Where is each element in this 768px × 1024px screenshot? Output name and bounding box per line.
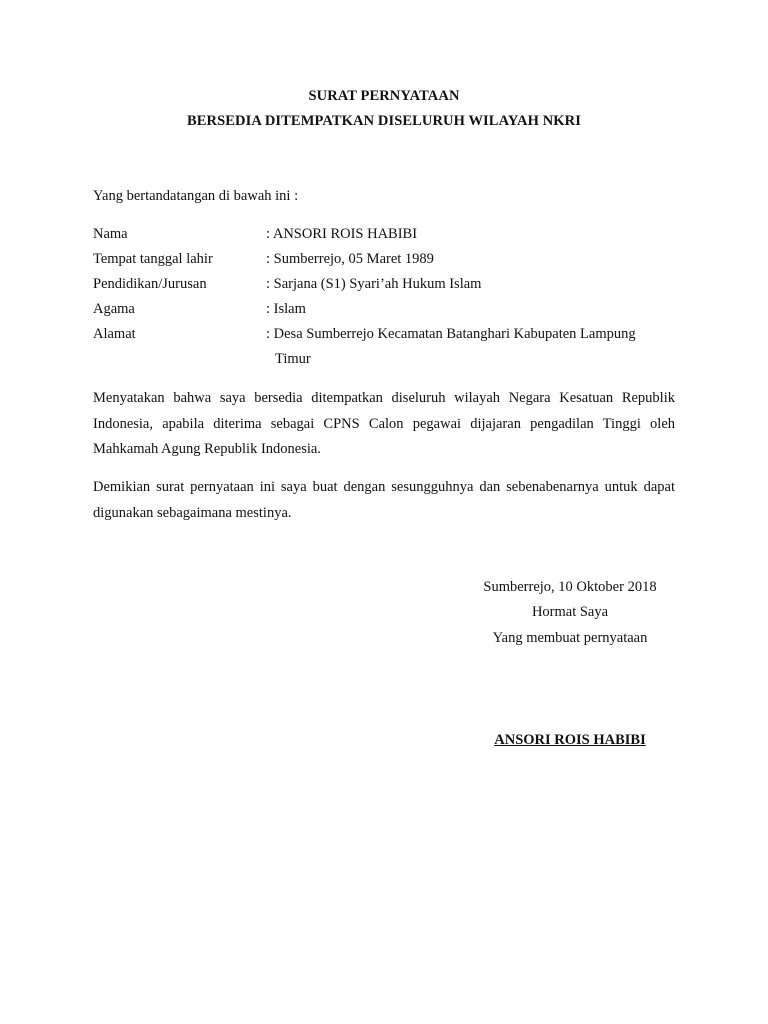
signature-place-date: Sumberrejo, 10 Oktober 2018 [483, 579, 657, 595]
address-continuation: Timur [275, 351, 311, 367]
field-label: Alamat [93, 326, 136, 342]
field-label: Pendidikan/Jurusan [93, 276, 207, 292]
signatory-name: ANSORI ROIS HABIBI [494, 732, 646, 748]
field-label: Agama [93, 301, 135, 317]
closing-paragraph: Demikian surat pernyataan ini saya buat dengan sesungguhnya dan sebenabenarnya untuk dapat digunakan sebagaimana mestinya. [93, 479, 675, 521]
field-value: : Desa Sumberrejo Kecamatan Batanghari Kabupaten Lampung [266, 326, 636, 342]
signature-regards: Hormat Saya [531, 604, 609, 620]
field-label: Tempat tanggal lahir [93, 251, 213, 267]
document-subtitle: BERSEDIA DITEMPATKAN DISELURUH WILAYAH NKRI [186, 113, 581, 129]
signature-maker-label: Yang membuat pernyataan [492, 630, 648, 646]
intro-text: Yang bertandatangan di bawah ini : [93, 188, 299, 204]
field-label: Nama [93, 226, 128, 242]
field-value: : ANSORI ROIS HABIBI [266, 226, 418, 242]
field-value: : Islam [266, 301, 306, 317]
field-value: : Sarjana (S1) Syari’ah Hukum Islam [266, 276, 482, 292]
statement-paragraph: Menyatakan bahwa saya bersedia ditempatkan diseluruh wilayah Negara Kesatuan Republik Indonesia, apabila diterima sebagai CPNS Calon pegawai dijajaran pengadilan Tinggi oleh Mahkamah Agung Republik Indonesia. [93, 390, 675, 457]
document-title: SURAT PERNYATAAN [308, 88, 460, 104]
field-value: : Sumberrejo, 05 Maret 1989 [266, 251, 434, 267]
